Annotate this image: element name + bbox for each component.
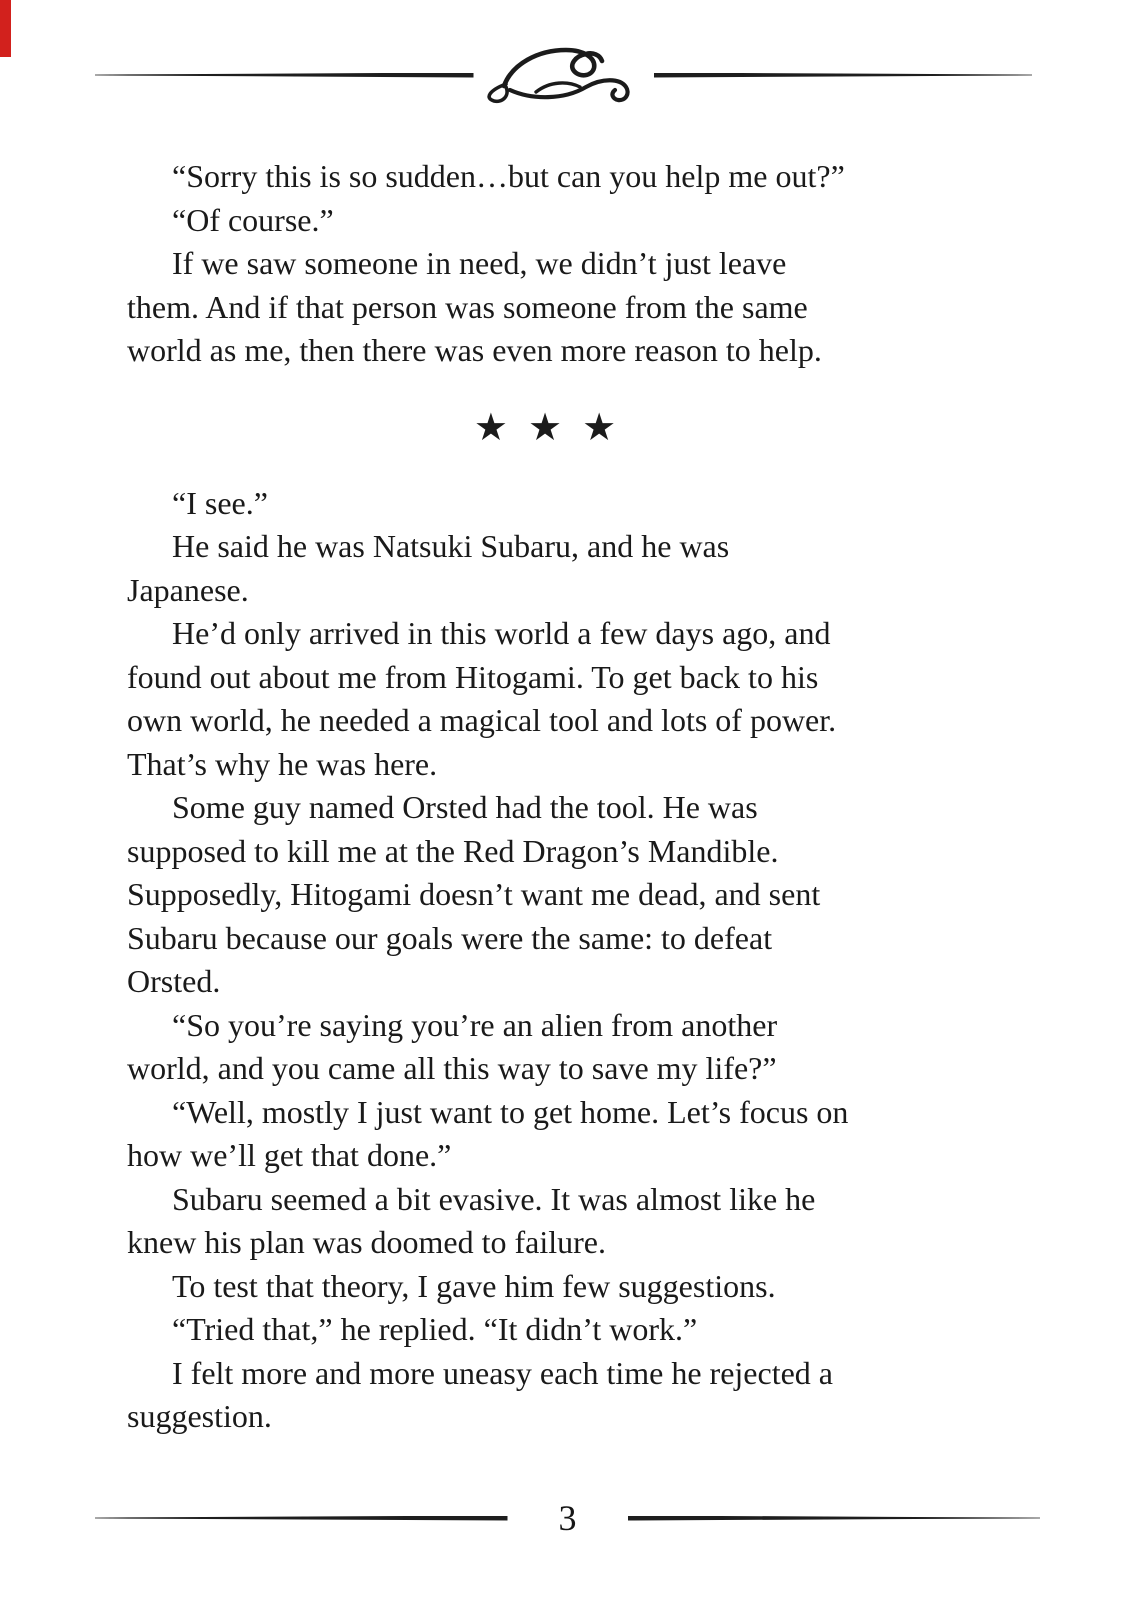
paragraph: [127, 199, 1007, 243]
text-line: I felt more and more uneasy each time he rejected a: [172, 1354, 833, 1391]
text-line: To test that theory, I gave him few suggestions.: [172, 1267, 776, 1304]
red-corner-marker: [0, 0, 11, 57]
text-line: Subaru because our goals were the same: to defeat: [127, 919, 773, 956]
text-line: suggestion.: [127, 1398, 272, 1434]
text-line: “Well, mostly I just want to get home. Let’s focus on: [172, 1093, 849, 1130]
text-line: “So you’re saying you’re an alien from another: [172, 1006, 778, 1043]
flourish-ornament-icon: [480, 40, 648, 111]
text-line: “Of course.”: [172, 201, 334, 238]
text-line: Orsted.: [127, 963, 221, 999]
text-line: world, and you came all this way to save my life?”: [127, 1050, 777, 1086]
text-line: “Sorry this is so sudden…but can you help me out?”: [172, 158, 845, 194]
text-line: Some guy named Orsted had the tool. He was: [172, 789, 758, 825]
text-line: knew his plan was doomed to failure.: [127, 1224, 606, 1260]
text-line: That’s why he was here.: [127, 745, 438, 782]
scene-break-stars: ★ ★ ★: [473, 404, 621, 449]
text-line: them. And if that person was someone from the same: [127, 288, 808, 325]
paragraph: [127, 525, 1007, 612]
text-line: He’d only arrived in this world a few days ago, and: [172, 615, 831, 651]
paragraph: [127, 1178, 1007, 1265]
paragraph: [127, 612, 1007, 786]
text-line: own world, he needed a magical tool and lots of power.: [127, 702, 837, 738]
page-number: 3: [558, 1498, 577, 1538]
paragraph: [127, 1004, 1007, 1091]
text-line: He said he was Natsuki Subaru, and he was: [172, 528, 730, 564]
text-line: world as me, then there was even more reason to help.: [127, 332, 822, 368]
paragraph: [127, 482, 1007, 526]
text-line: If we saw someone in need, we didn’t just leave: [172, 245, 787, 281]
text-line: Supposedly, Hitogami doesn’t want me dead, and sent: [127, 876, 821, 912]
text-line: found out about me from Hitogami. To get back to his: [127, 658, 819, 695]
paragraph: [127, 1091, 1007, 1178]
text-line: Japanese.: [127, 571, 249, 608]
text-line: Subaru seemed a bit evasive. It was almost like he: [172, 1180, 816, 1217]
text-line: supposed to kill me at the Red Dragon’s Mandible.: [127, 832, 779, 869]
footer-rule-left: [95, 1516, 508, 1521]
paragraph: [127, 1352, 1007, 1439]
footer-rule-right: [628, 1516, 1041, 1521]
header-rule-left: [95, 73, 474, 78]
text-line: “I see.”: [172, 484, 268, 521]
paragraph: [127, 242, 1007, 373]
text-line: “Tried that,” he replied. “It didn’t work.”: [172, 1311, 698, 1347]
page-footer: [95, 1496, 1040, 1540]
paragraph: [127, 1308, 1007, 1352]
header-divider: [95, 42, 1032, 108]
paragraph: [127, 155, 1007, 199]
paragraph: [127, 786, 1007, 1004]
text-line: how we’ll get that done.”: [127, 1137, 452, 1173]
paragraph: [127, 1265, 1007, 1309]
header-rule-right: [654, 73, 1033, 78]
page-body: [127, 155, 1007, 1439]
